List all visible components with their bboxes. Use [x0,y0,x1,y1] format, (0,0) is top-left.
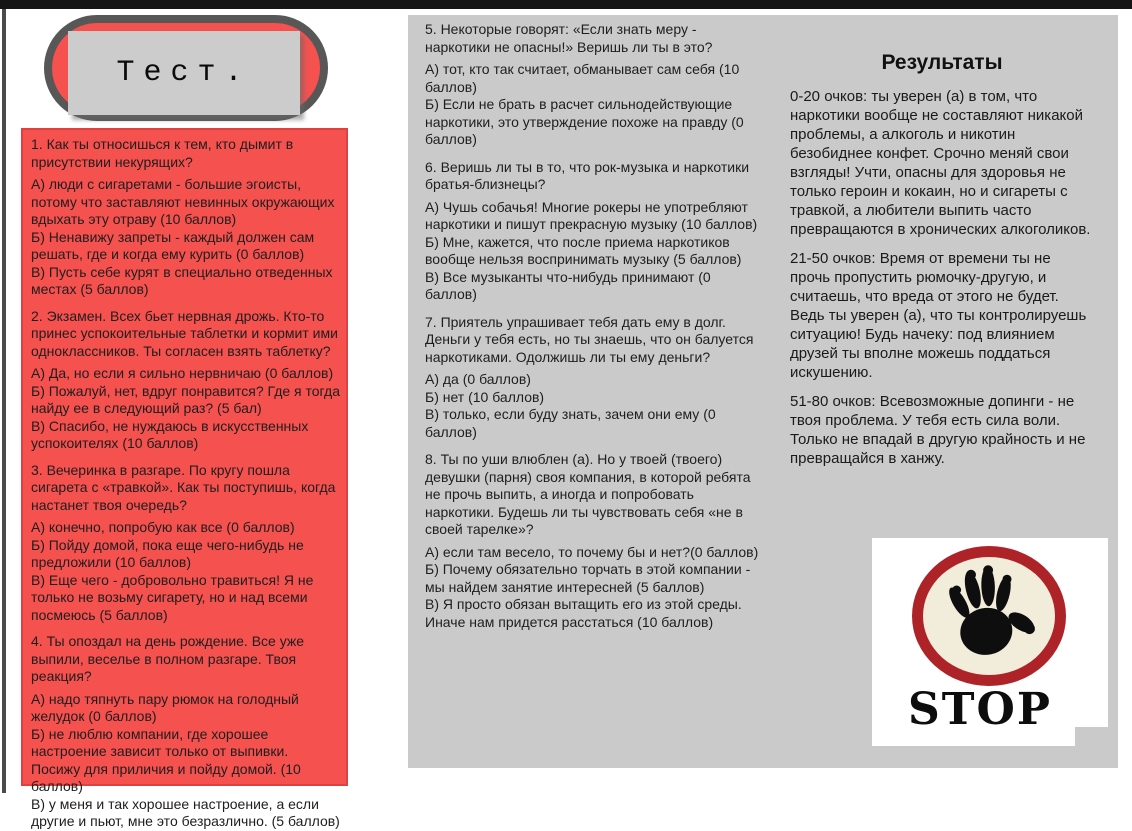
question-text: 1. Как ты относишься к тем, кто дымит в присутствии некурящих? [31,136,294,170]
answer-option: В) Еще чего - добровольно травиться! Я не только не возьму сигарету, но и над всеми посмеюсь (5 баллов) [31,571,314,623]
question-text: 6. Веришь ли ты в то, что рок-музыка и наркотики братья-близнецы? [425,158,750,192]
brochure-title: Тест. [116,56,252,90]
handprint-icon [935,563,1043,671]
question-text: 5. Некоторые говорят: «Если знать меру - наркотики не опасны!» Веришь ли ты в это? [425,21,713,55]
results-paragraph-0-20: 0-20 очков: ты уверен (а) в том, что наркотики вообще не составляют никакой проблемы, а алкоголь и никотин безобиднее конфет. Срочно меняй свои взгляды! Учти, опасны для здоровья не только героин и кокаин, но и сигареты с травкой, а любители выпить часто превращаются в хронических алкоголиков. [790,88,1091,238]
answer-list [425,371,759,441]
answer-list [31,365,340,453]
answer-option: Б) не люблю компании, где хорошее настроение зависит только от выпивки. Посижу для приличия и пойду домой. (10 баллов) [31,725,301,794]
answer-option: А) надо тяпнуть пару рюмок на голодный желудок (0 баллов) [31,690,299,724]
answer-option: Б) Мне, кажется, что после приема наркотиков вообще нельзя воспринимать музыку (5 баллов) [425,233,742,267]
title-card [68,31,300,115]
questions-panel-middle [425,19,759,631]
results-paragraph-51-80: 51-80 очков: Всевозможные допинги - не твоя проблема. У тебя есть сила воли. Только не впадай в другую крайность и не превращайся в ханжу. [790,393,1086,467]
question-block-5 [425,21,759,149]
questions-panel-left [21,128,348,829]
question-block-2 [31,308,340,453]
question-text: 4. Ты опоздал на день рождение. Все уже выпили, веселье в полном разгаре. Твоя реакция? [31,633,305,684]
answer-option: Б) Если не брать в расчет сильнодействующие наркотики, это утверждение похоже на правду (0 баллов) [425,96,744,147]
results-section [790,51,1094,478]
question-block-1 [31,136,340,299]
answer-option: Б) Ненавижу запреты - каждый должен сам решать, где и когда ему курить (0 баллов) [31,228,315,262]
answer-list [425,199,759,304]
question-block-6 [425,159,759,304]
answer-option: Б) Пожалуй, нет, вдруг понравится? Где я тогда найду ее в следующий раз? (5 бал) [31,382,340,416]
answer-list [31,691,340,831]
stop-box-corner-notch [1075,727,1108,746]
answer-option: В) Спасибо, не нуждаюсь в искусственных успокоителях (10 баллов) [31,417,309,451]
results-paragraph-21-50: 21-50 очков: Время от времени ты не прочь пропустить рюмочку-другую, и считаешь, что вреда от этого не будет. Ведь ты уверен (а), что ты контролируешь ситуацию! Будь начеку: под влиянием друзей ты вполне можешь поддаться искушению. [790,250,1087,381]
top-edge-bar [0,0,1132,9]
question-text: 3. Вечеринка в разгаре. По кругу пошла сигарета с «травкой». Как ты поступишь, когда настанет твоя очередь? [31,461,336,513]
answer-option: А) Да, но если я сильно нервничаю (0 баллов) [31,365,334,381]
answer-list [425,61,759,149]
answer-option: А) люди с сигаретами - большие эгоисты, потому что заставляют невинных окружающих вдыхать эту отраву (10 баллов) [31,176,335,227]
answer-option: В) Пусть себе курят в специально отведенных местах (5 баллов) [31,263,333,297]
answer-option: А) конечно, попробую как все (0 баллов) [31,519,295,535]
answer-option: В) у меня и так хорошее настроение, а если другие и пьют, мне это безразлично. (5 баллов) [31,795,340,829]
stop-sign-ring [912,546,1066,686]
question-text: 2. Экзамен. Всех бьет нервная дрожь. Кто-то принес успокоительные таблетки и кормит ими одноклассников. Ты согласен взять таблетку? [31,307,338,359]
left-edge-line [2,9,6,793]
answer-list [31,519,340,624]
answer-option: А) Чушь собачья! Многие рокеры не употребляют наркотики и пишут прекрасную музыку (10 баллов) [425,198,758,232]
question-text: 8. Ты по уши влюблен (а). Но у твоей (твоего) девушки (парня) своя компания, в которой ребята не прочь выпить, а иногда и попробовать наркотики. Будешь ли ты чувствовать себя «не в своей тарелке»? [425,451,751,537]
answer-list [31,176,340,299]
answer-option: Б) нет (10 баллов) [425,388,545,405]
answer-option: В) только, если буду знать, зачем они ему (0 баллов) [425,406,716,440]
gray-spread-panel [408,15,1118,768]
question-text: 7. Приятель упрашивает тебя дать ему в долг. Деньги у тебя есть, но ты знаешь, что он балуется наркотиками. Одолжишь ли ты ему деньги? [425,313,754,365]
answer-option: А) тот, кто так считает, обманывает сам себя (10 баллов) [425,61,740,95]
answer-option: В) Все музыканты что-нибудь принимают (0 баллов) [425,268,711,302]
results-heading: Результаты [881,51,1003,74]
answer-option: В) Я просто обязан вытащить его из этой среды. Иначе нам придется расстаться (10 баллов) [425,596,742,630]
answer-option: А) если там весело, то почему бы и нет?(0 баллов) [425,543,759,560]
stop-label: STOP [908,684,1052,735]
question-block-7 [425,314,759,442]
question-block-4 [31,633,340,831]
answer-list [425,544,759,632]
answer-option: Б) Почему обязательно торчать в этой компании - мы найдем занятие интересней (5 баллов) [425,561,751,595]
answer-option: А) да (0 баллов) [425,371,531,387]
question-block-8 [425,451,759,631]
question-block-3 [31,462,340,625]
answer-option: Б) Пойду домой, пока еще чего-нибудь не предложили (10 баллов) [31,536,304,570]
stop-sign [872,538,1108,746]
